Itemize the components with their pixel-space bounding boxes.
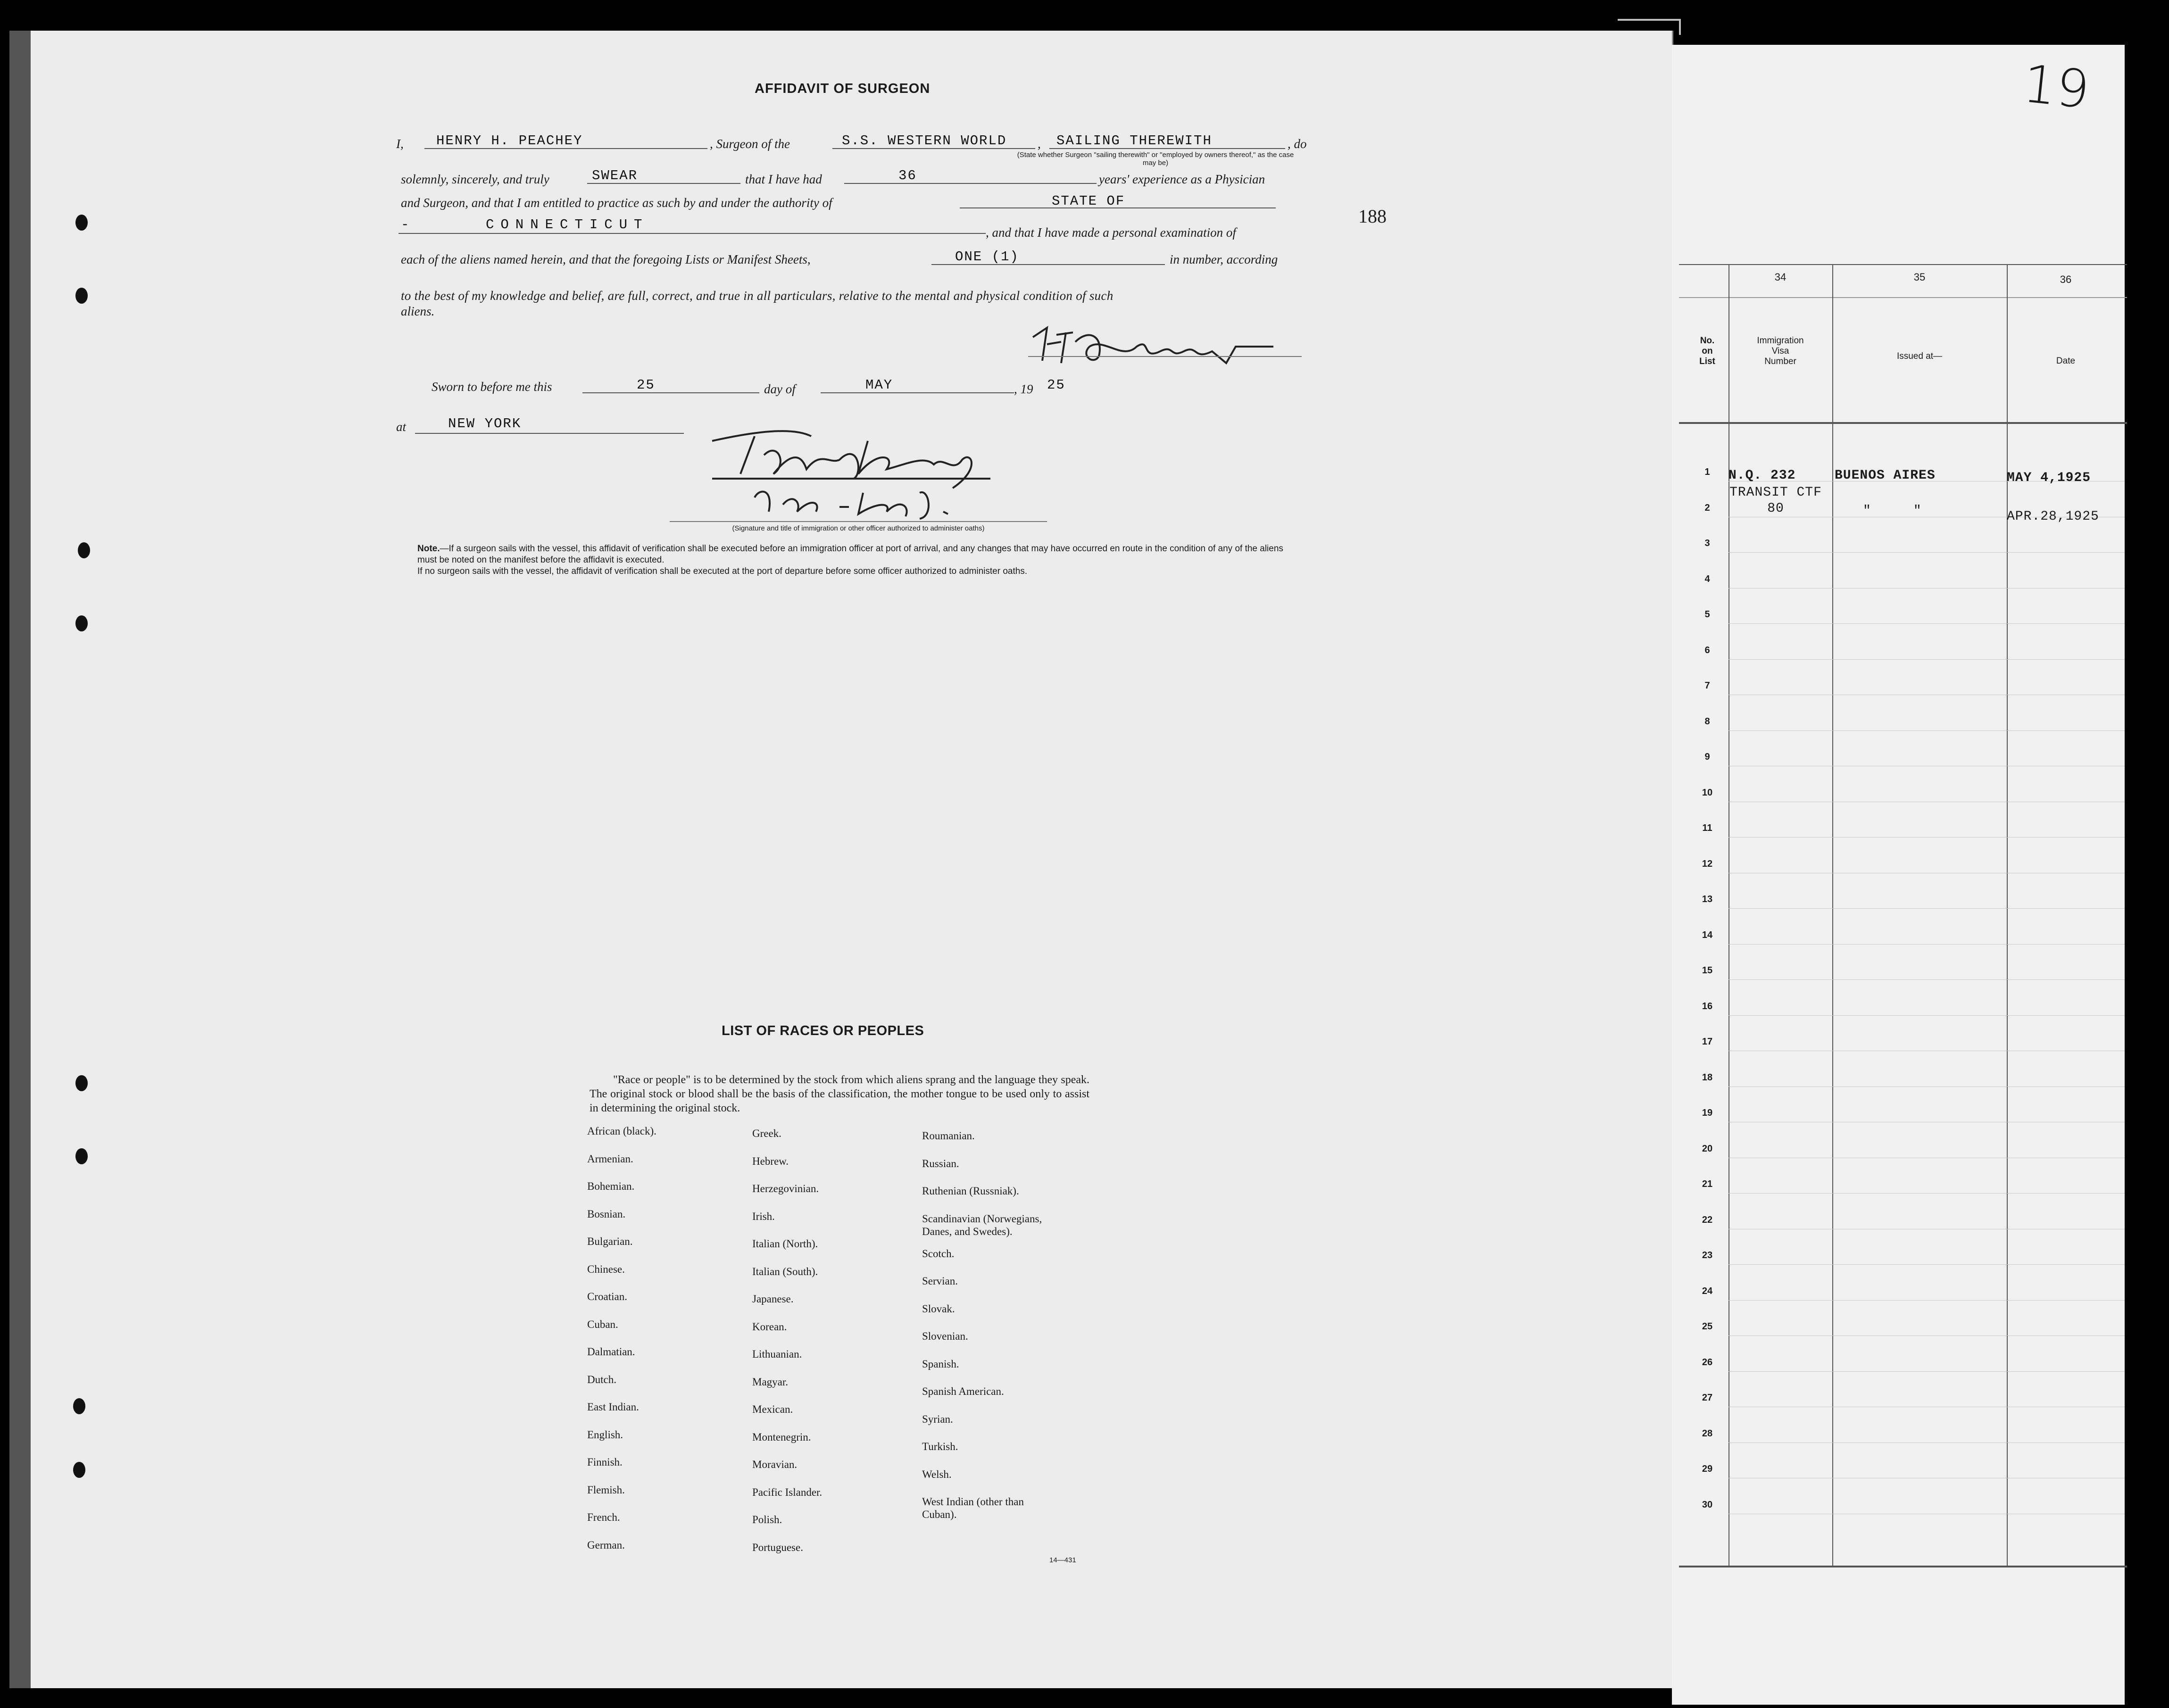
- race-entry: African (black).: [587, 1125, 657, 1137]
- race-entry: Roumanian.: [922, 1130, 975, 1142]
- races-column-1: [587, 1125, 748, 1566]
- row-number: 15: [1702, 965, 1713, 976]
- race-entry: Chinese.: [587, 1263, 625, 1275]
- races-title: LIST OF RACES OR PEOPLES: [722, 1023, 924, 1038]
- right-page: [1672, 45, 2125, 1705]
- affidavit-text: years' experience as a Physician: [1099, 172, 1265, 186]
- race-entry: Scotch.: [922, 1247, 955, 1260]
- race-entry: Turkish.: [922, 1441, 958, 1452]
- sworn-day: 25: [637, 377, 655, 393]
- race-entry: Syrian.: [922, 1413, 953, 1425]
- race-entry: Ruthenian (Russniak).: [922, 1185, 1019, 1197]
- note-text-2: If no surgeon sails with the vessel, the affidavit of verification shall be executed at the port of departure before some officer authorized to administer oaths.: [417, 566, 1028, 576]
- row-number: 21: [1702, 1179, 1713, 1189]
- row-rule: [1729, 1015, 2125, 1016]
- row-number: 13: [1702, 894, 1713, 904]
- row-rule: [1729, 1335, 2125, 1336]
- date-row-2: APR.28,1925: [2007, 509, 2099, 524]
- affidavit-text: that I have had: [745, 172, 822, 186]
- row-rule: [1729, 552, 2125, 553]
- row-number: 29: [1702, 1464, 1713, 1474]
- form-number: 14—431: [1049, 1556, 1076, 1564]
- surgeon-signature: [1028, 318, 1292, 370]
- race-entry: Korean.: [752, 1320, 787, 1333]
- visa-number-row-2: TRANSIT CTF 80: [1729, 485, 1822, 516]
- underline: [587, 183, 740, 184]
- signature-line: [670, 521, 1047, 522]
- page-number: 188: [1358, 206, 1387, 227]
- note-label: Note.: [417, 544, 440, 554]
- race-entry: Scandinavian (Norwegians, Danes, and Swedes).: [922, 1212, 1042, 1237]
- affidavit-text: I,: [396, 137, 404, 151]
- races-intro: "Race or people" is to be determined by the stock from which aliens sprang and the language they speak. The original stock or blood shall be the basis of the classification, the mother tongue to be used only to assist in determining the original stock.: [590, 1074, 1089, 1114]
- header-issued-at: Issued at—: [1896, 351, 1943, 361]
- punch-hole: [73, 1462, 85, 1478]
- header-visa-number: Immigration Visa Number: [1757, 336, 1804, 366]
- row-number: 22: [1702, 1214, 1713, 1225]
- row-number: 30: [1702, 1499, 1713, 1510]
- punch-hole: [75, 288, 88, 304]
- underline: [415, 433, 684, 434]
- affidavit-text: , and that I have made a personal examination of: [986, 225, 1236, 240]
- race-entry: Mexican.: [752, 1403, 793, 1415]
- race-entry: Portuguese.: [752, 1541, 803, 1553]
- row-number: 6: [1704, 645, 1710, 655]
- table-column-rule: [1832, 264, 1833, 1566]
- row-rule: [1729, 623, 2125, 624]
- punch-hole: [75, 615, 88, 631]
- race-entry: English.: [587, 1428, 623, 1441]
- race-entry: Montenegrin.: [752, 1431, 811, 1443]
- authority-state: CONNECTICUT: [486, 217, 649, 232]
- row-number: 1: [1704, 467, 1710, 477]
- vessel-name: S.S. WESTERN WORLD: [842, 133, 1007, 149]
- signature-line: [1028, 356, 1302, 357]
- race-entry: Welsh.: [922, 1468, 952, 1480]
- underline: [844, 183, 1097, 184]
- row-number: 9: [1704, 752, 1710, 762]
- row-rule: [1729, 1264, 2125, 1265]
- row-number: 8: [1704, 716, 1710, 727]
- race-entry: French.: [587, 1511, 620, 1523]
- manifest-sheet-count: ONE (1): [955, 249, 1019, 265]
- race-entry: Spanish American.: [922, 1385, 1004, 1397]
- row-number: 14: [1702, 929, 1713, 940]
- row-number: 23: [1702, 1250, 1713, 1260]
- race-entry: Russian.: [922, 1157, 959, 1169]
- table-rule: [1679, 264, 2127, 265]
- race-entry: Flemish.: [587, 1484, 625, 1496]
- race-entry: Dutch.: [587, 1373, 616, 1385]
- affidavit-text: and Surgeon, and that I am entitled to practice as such by and under the authority of: [401, 196, 832, 210]
- officer-signature: [698, 422, 1009, 526]
- punch-hole: [78, 542, 90, 558]
- header-no-on-list: No. on List: [1699, 336, 1715, 366]
- underline: [424, 148, 707, 149]
- surgeon-name: HENRY H. PEACHEY: [436, 133, 583, 149]
- table-rule: [1679, 1566, 2127, 1567]
- underline: [582, 392, 759, 393]
- row-number: 2: [1704, 502, 1710, 513]
- column-number: 34: [1774, 271, 1787, 283]
- affidavit-text: day of: [764, 382, 796, 396]
- affidavit-text: Sworn to before me this: [432, 380, 552, 394]
- row-number: 26: [1702, 1357, 1713, 1368]
- row-number: 17: [1702, 1036, 1713, 1047]
- underline: [832, 148, 1035, 149]
- row-number: 19: [1702, 1108, 1713, 1118]
- race-entry: Irish.: [752, 1210, 775, 1222]
- race-entry: Servian.: [922, 1275, 958, 1287]
- affidavit-text: in number, according: [1170, 252, 1278, 266]
- affidavit-text: at: [396, 420, 407, 434]
- punch-hole: [75, 1075, 88, 1091]
- race-entry: German.: [587, 1539, 625, 1551]
- affidavit-text: each of the aliens named herein, and that the foregoing Lists or Manifest Sheets,: [401, 252, 811, 266]
- authority: STATE OF: [1052, 193, 1125, 209]
- punch-hole: [75, 215, 88, 231]
- affidavit-note: [417, 543, 1304, 577]
- row-rule: [1729, 908, 2125, 909]
- row-number: 16: [1702, 1001, 1713, 1012]
- race-entry: Herzegovinian.: [752, 1183, 819, 1194]
- underline: [1049, 148, 1285, 149]
- underline: [960, 207, 1276, 208]
- punch-hole: [75, 1148, 88, 1164]
- race-entry: Lithuanian.: [752, 1348, 802, 1360]
- punch-hole: [73, 1398, 85, 1414]
- row-number: 28: [1702, 1428, 1713, 1439]
- affidavit-text: -: [401, 217, 410, 232]
- race-entry: Moravian.: [752, 1459, 798, 1470]
- affidavit-text: , 19: [1014, 382, 1033, 396]
- races-column-2: [752, 1127, 913, 1568]
- row-rule: [1729, 944, 2125, 945]
- issued-at-row-1: BUENOS AIRES: [1835, 468, 1936, 483]
- affidavit-text: to the best of my knowledge and belief, are full, correct, and true in all particulars, relative to the mental and physical condition of such: [401, 289, 1114, 303]
- sworn-place: NEW YORK: [448, 416, 522, 431]
- race-entry: Bohemian.: [587, 1180, 635, 1192]
- affidavit-text: ,: [1038, 137, 1041, 151]
- header-date: Date: [2056, 356, 2076, 366]
- row-rule: [1729, 1193, 2125, 1194]
- table-column-rule: [2007, 264, 2008, 1566]
- column-number: 35: [1913, 271, 1926, 283]
- races-column-3: [922, 1129, 1120, 1530]
- race-entry: Polish.: [752, 1514, 782, 1526]
- row-number: 27: [1702, 1393, 1713, 1403]
- row-number: 11: [1702, 823, 1712, 833]
- row-number: 3: [1704, 538, 1710, 548]
- race-entry: Hebrew.: [752, 1155, 789, 1167]
- underline: [399, 233, 986, 234]
- race-entry: East Indian.: [587, 1401, 639, 1413]
- affidavit-text: aliens.: [401, 304, 435, 318]
- affidavit-text: , do: [1288, 137, 1307, 151]
- race-entry: Cuban.: [587, 1318, 618, 1330]
- underline: [821, 392, 1014, 393]
- row-number: 18: [1702, 1072, 1713, 1083]
- race-entry: Finnish.: [587, 1456, 623, 1468]
- race-entry: Armenian.: [587, 1152, 633, 1165]
- table-rule: [1679, 422, 2127, 424]
- race-entry: Italian (North).: [752, 1238, 818, 1250]
- years-experience: 36: [898, 168, 917, 183]
- table-rule: [1679, 297, 2127, 298]
- visa-number-row-1: N.Q. 232: [1729, 468, 1796, 483]
- affidavit-title: AFFIDAVIT OF SURGEON: [755, 81, 931, 96]
- column-number: 36: [2060, 274, 2072, 285]
- row-rule: [1729, 730, 2125, 731]
- race-entry: Bosnian.: [587, 1208, 626, 1220]
- race-entry: Dalmatian.: [587, 1346, 635, 1358]
- row-rule: [1729, 1371, 2125, 1372]
- underline: [931, 264, 1165, 265]
- row-rule: [1729, 979, 2125, 980]
- race-entry: Croatian.: [587, 1291, 627, 1302]
- sworn-year: 25: [1047, 377, 1065, 393]
- race-entry: Bulgarian.: [587, 1235, 633, 1247]
- race-entry: Greek.: [752, 1128, 781, 1139]
- officer-caption: (Signature and title of immigration or other officer authorized to administer oaths): [732, 524, 985, 532]
- capacity-note: (State whether Surgeon "sailing therewith" or "employed by owners thereof," as the case may be): [1017, 151, 1294, 167]
- row-number: 24: [1702, 1285, 1713, 1296]
- race-entry: Spanish.: [922, 1358, 959, 1370]
- row-number: 5: [1704, 609, 1710, 620]
- date-row-1: MAY 4,1925: [2007, 471, 2091, 485]
- sworn-month: MAY: [865, 377, 893, 393]
- row-number: 25: [1702, 1321, 1713, 1332]
- sheet-number: 19: [2020, 53, 2093, 120]
- race-entry: Slovak.: [922, 1302, 955, 1315]
- surgeon-capacity: SAILING THEREWITH: [1056, 133, 1212, 149]
- row-number: 12: [1702, 858, 1713, 869]
- issued-at-row-2: " ": [1863, 504, 1922, 518]
- race-entry: West Indian (other than Cuban).: [922, 1496, 1024, 1520]
- row-number: 4: [1704, 573, 1710, 584]
- row-rule: [1729, 659, 2125, 660]
- row-number: 7: [1704, 680, 1710, 691]
- race-entry: Slovenian.: [922, 1330, 968, 1342]
- row-rule: [1729, 588, 2125, 589]
- row-number: 20: [1702, 1143, 1713, 1154]
- row-number: 10: [1702, 787, 1713, 798]
- oath-type: SWEAR: [592, 168, 638, 183]
- row-rule: [1729, 1300, 2125, 1301]
- race-entry: Magyar.: [752, 1376, 789, 1388]
- affidavit-text: , Surgeon of the: [710, 137, 790, 151]
- race-entry: Japanese.: [752, 1293, 794, 1305]
- race-entry: Italian (South).: [752, 1265, 818, 1277]
- race-entry: Pacific Islander.: [752, 1486, 823, 1498]
- row-rule: [1729, 1086, 2125, 1087]
- affidavit-text: solemnly, sincerely, and truly: [401, 172, 549, 186]
- note-text-1: —If a surgeon sails with the vessel, this affidavit of verification shall be executed before an immigration officer at port of arrival, and any changes that may have occurred en route in the condition of any of the aliens must be noted on the manifest before the affidavit is executed.: [417, 544, 1283, 565]
